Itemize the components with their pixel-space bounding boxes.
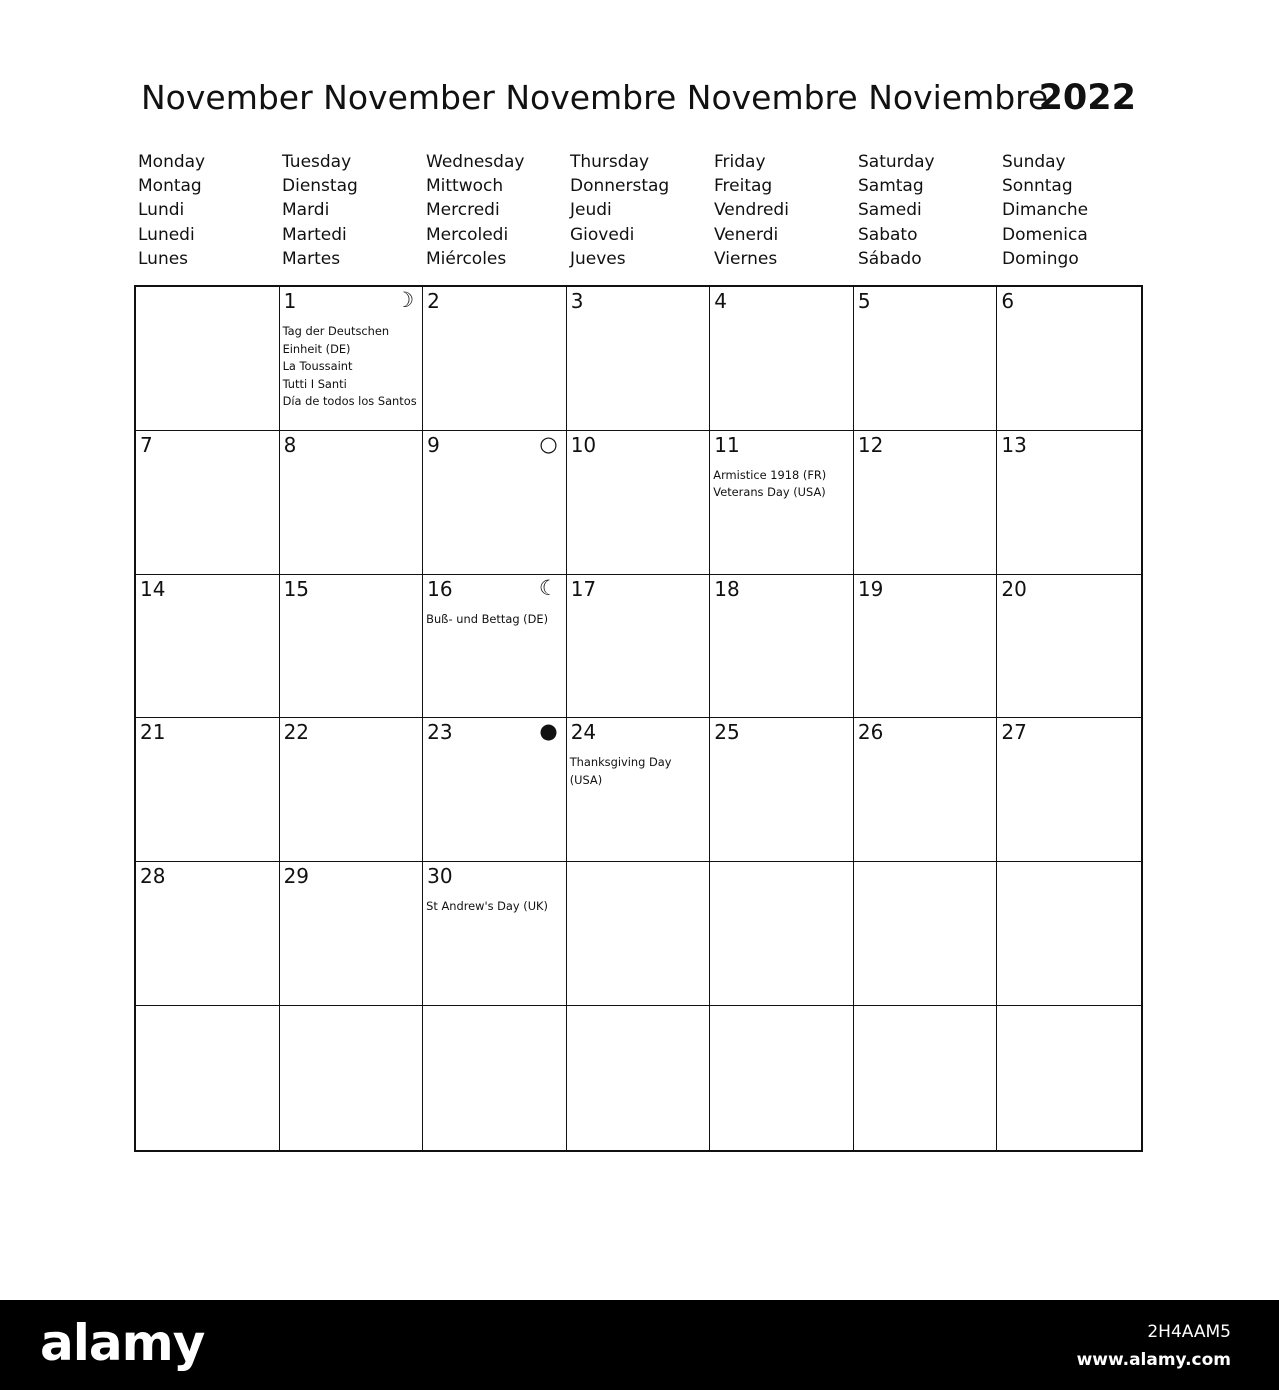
day-number: 19 <box>857 576 884 601</box>
day-cell <box>997 862 1141 1006</box>
day-cell <box>997 431 1141 575</box>
holiday-label: La Toussaint <box>282 359 353 373</box>
day-cell <box>136 575 280 719</box>
holiday-label: Día de todos los Santos <box>282 394 417 408</box>
day-number: 22 <box>283 720 310 745</box>
weekday-name: Sabato <box>858 224 918 245</box>
day-cell <box>136 862 280 1006</box>
day-cell <box>423 287 567 431</box>
day-number: 9 <box>427 432 440 457</box>
day-number: 11 <box>714 432 740 457</box>
day-cell <box>423 718 567 862</box>
weekday-name: Sábado <box>858 248 922 269</box>
day-cell <box>423 431 567 575</box>
weekday-column <box>714 150 854 271</box>
weekday-name: Friday <box>714 152 766 172</box>
weekday-name: Martes <box>282 248 341 269</box>
day-cell <box>997 287 1141 431</box>
image-id: 2H4AAM5 <box>1147 1322 1231 1342</box>
day-cell <box>997 1006 1141 1150</box>
calendar-grid <box>134 285 1143 1152</box>
day-cell <box>136 718 280 862</box>
holiday-label: Tutti I Santi <box>282 376 347 391</box>
year-label: 2022 <box>1038 78 1136 118</box>
weekday-name: Lunedi <box>138 224 195 245</box>
weekday-column <box>138 150 278 271</box>
day-cell <box>710 718 854 862</box>
weekday-name: Donnerstag <box>570 176 670 197</box>
holiday-label: (USA) <box>569 772 603 787</box>
day-cell <box>854 862 998 1006</box>
day-number: 21 <box>140 720 166 745</box>
day-number: 1 <box>283 289 297 313</box>
holiday-list <box>713 467 853 502</box>
weekday-name: Venerdi <box>714 224 779 245</box>
day-number: 8 <box>283 432 297 457</box>
weekday-name: Jeudi <box>570 200 612 221</box>
weekday-name: Miércoles <box>426 248 507 269</box>
day-cell <box>710 287 854 431</box>
alamy-logo: alamy <box>40 1314 205 1372</box>
day-cell <box>854 431 998 575</box>
weekday-name: Domingo <box>1002 248 1079 269</box>
weekday-name: Mercoledi <box>426 224 509 245</box>
weekday-name: Sonntag <box>1002 176 1073 197</box>
weekday-name: Montag <box>138 176 202 197</box>
day-cell <box>567 287 711 431</box>
day-number: 6 <box>1001 289 1015 313</box>
day-cell <box>710 862 854 1006</box>
holiday-list <box>283 323 423 411</box>
day-number: 28 <box>140 864 166 889</box>
day-number: 20 <box>1001 576 1027 601</box>
weekday-name: Thursday <box>570 152 650 172</box>
weekday-name: Lundi <box>138 200 185 221</box>
day-cell <box>136 431 280 575</box>
day-number: 2 <box>427 289 440 313</box>
weekday-name: Freitag <box>714 176 773 197</box>
weekday-name: Samtag <box>858 176 924 197</box>
full-moon-icon: ○ <box>539 431 558 456</box>
day-cell <box>997 575 1141 719</box>
holiday-label: Einheit (DE) <box>282 341 351 356</box>
weekday-name: Lunes <box>138 248 189 269</box>
day-number: 4 <box>714 289 728 313</box>
day-cell <box>280 718 424 862</box>
weekday-name: Domenica <box>1002 224 1088 245</box>
weekday-name: Giovedi <box>570 224 635 245</box>
day-cell <box>567 862 711 1006</box>
weekday-name: Mercredi <box>426 200 500 221</box>
day-cell <box>854 287 998 431</box>
day-number: 15 <box>283 576 310 601</box>
day-number: 18 <box>714 576 740 601</box>
first-quarter-moon-icon: ☽ <box>395 288 415 312</box>
day-number: 17 <box>570 576 597 601</box>
weekday-column <box>282 150 422 271</box>
day-cell <box>280 575 424 719</box>
site-url: www.alamy.com <box>1076 1350 1231 1370</box>
holiday-label: Buß- und Bettag (DE) <box>426 611 549 626</box>
day-number: 29 <box>283 864 310 889</box>
day-cell <box>710 575 854 719</box>
day-cell <box>423 575 567 719</box>
day-number: 24 <box>570 720 597 745</box>
day-number: 23 <box>427 720 453 745</box>
day-number: 25 <box>714 720 740 745</box>
watermark-bar <box>0 1300 1279 1390</box>
weekday-column <box>570 150 710 271</box>
holiday-list <box>570 754 710 789</box>
day-cell <box>423 1006 567 1150</box>
weekday-name: Wednesday <box>426 152 525 172</box>
day-cell <box>136 1006 280 1150</box>
day-cell <box>854 575 998 719</box>
day-number: 27 <box>1001 720 1027 745</box>
day-number: 3 <box>570 289 584 313</box>
day-number: 7 <box>140 432 153 457</box>
day-cell <box>710 1006 854 1150</box>
holiday-label: Tag der Deutschen <box>282 324 390 338</box>
day-cell <box>567 431 711 575</box>
weekday-name: Dienstag <box>282 176 358 197</box>
weekday-name: Saturday <box>858 152 935 172</box>
weekday-name: Martedi <box>282 224 347 245</box>
day-number: 30 <box>427 864 453 889</box>
weekday-name: Sunday <box>1002 152 1066 172</box>
day-number: 10 <box>570 432 597 457</box>
day-number: 5 <box>857 289 871 313</box>
weekday-column <box>858 150 998 271</box>
day-cell <box>280 1006 424 1150</box>
day-cell <box>136 287 280 431</box>
holiday-label: St Andrew's Day (UK) <box>426 899 548 914</box>
weekday-name: Dimanche <box>1002 200 1089 221</box>
day-cell <box>997 718 1141 862</box>
month-title: November November Novembre Novembre Noviembre <box>141 78 1049 117</box>
weekday-column <box>1002 150 1142 271</box>
weekday-name: Vendredi <box>714 200 789 221</box>
day-cell <box>854 718 998 862</box>
day-number: 16 <box>427 576 453 601</box>
weekday-name: Viernes <box>714 248 778 269</box>
weekday-name: Samedi <box>858 200 922 221</box>
weekday-column <box>426 150 566 271</box>
day-cell <box>280 287 424 431</box>
day-number: 12 <box>857 432 884 457</box>
weekday-name: Jueves <box>570 248 626 269</box>
day-cell <box>567 718 711 862</box>
day-cell <box>854 1006 998 1150</box>
holiday-label: Thanksgiving Day <box>569 755 672 770</box>
day-cell <box>280 431 424 575</box>
weekday-name: Tuesday <box>282 152 352 172</box>
last-quarter-moon-icon: ☾ <box>538 575 558 600</box>
holiday-label: Veterans Day (USA) <box>713 485 826 500</box>
new-moon-icon: ● <box>539 719 558 744</box>
holiday-list <box>426 898 566 916</box>
day-cell <box>280 862 424 1006</box>
day-cell <box>423 862 567 1006</box>
day-cell <box>710 431 854 575</box>
holiday-list <box>426 611 566 629</box>
day-number: 26 <box>857 720 884 745</box>
holiday-label: Armistice 1918 (FR) <box>713 467 827 482</box>
day-cell <box>567 575 711 719</box>
weekday-name: Mardi <box>282 200 330 221</box>
weekday-name: Monday <box>138 152 206 172</box>
day-number: 13 <box>1001 432 1027 457</box>
day-number: 14 <box>140 576 166 601</box>
weekday-name: Mittwoch <box>426 176 504 197</box>
day-cell <box>567 1006 711 1150</box>
